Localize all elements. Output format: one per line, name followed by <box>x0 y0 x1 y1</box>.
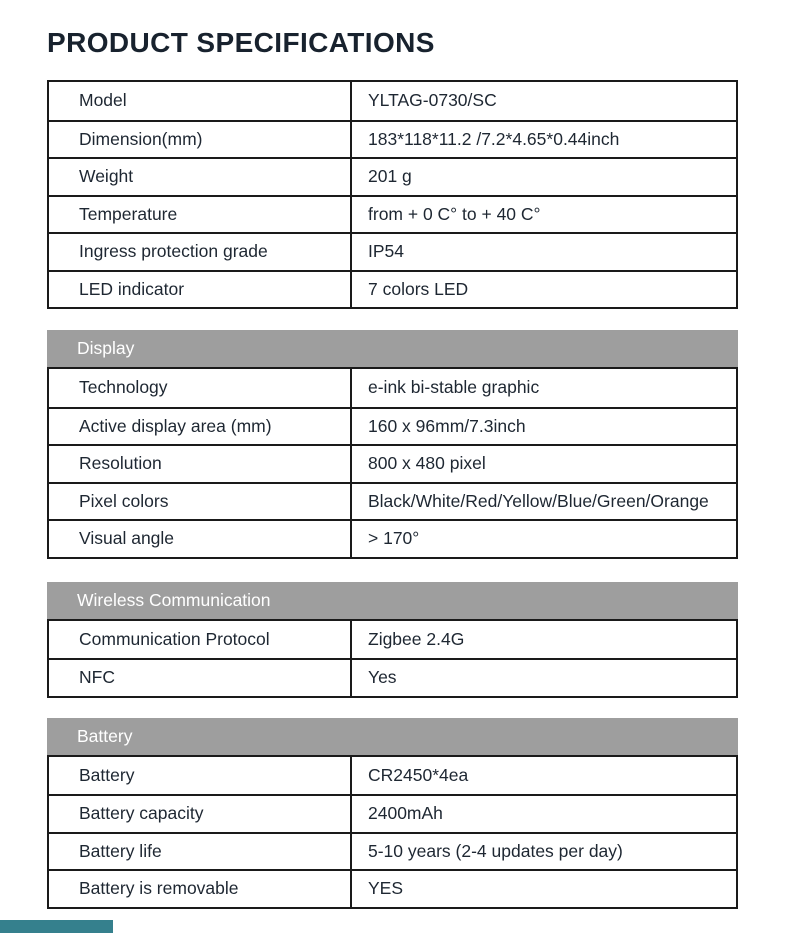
spec-rows-display <box>47 367 738 559</box>
spec-row-visual-angle <box>49 519 736 557</box>
spec-row-battery-life <box>49 832 736 870</box>
spec-value: e-ink bi-stable graphic <box>368 377 540 398</box>
spec-label: Dimension(mm) <box>49 122 352 158</box>
spec-table-general <box>47 80 738 309</box>
spec-value: 800 x 480 pixel <box>368 453 486 474</box>
spec-label: Active display area (mm) <box>49 409 352 445</box>
spec-row-battery-capacity <box>49 794 736 832</box>
spec-value: Yes <box>368 667 397 688</box>
spec-value: IP54 <box>368 241 404 262</box>
spec-value: 160 x 96mm/7.3inch <box>368 415 526 436</box>
spec-value: CR2450*4ea <box>368 764 469 785</box>
spec-value: Zigbee 2.4G <box>368 628 465 649</box>
spec-label: Resolution <box>49 446 352 482</box>
spec-rows-general <box>47 80 738 309</box>
spec-row-pixel-colors <box>49 482 736 520</box>
spec-row-resolution <box>49 444 736 482</box>
spec-row-battery-removable <box>49 869 736 907</box>
section-display <box>47 330 738 559</box>
spec-label: Pixel colors <box>49 484 352 520</box>
spec-row-communication-protocol <box>49 621 736 659</box>
spec-label: Visual angle <box>49 521 352 557</box>
spec-label: Temperature <box>49 197 352 233</box>
spec-row-weight <box>49 157 736 195</box>
spec-value: YLTAG-0730/SC <box>368 90 497 111</box>
spec-label: LED indicator <box>49 272 352 308</box>
spec-value: 5-10 years (2-4 updates per day) <box>368 840 623 861</box>
spec-label: Model <box>49 82 352 120</box>
spec-value: Black/White/Red/Yellow/Blue/Green/Orange <box>368 490 709 511</box>
spec-sheet <box>47 0 738 909</box>
section-header-battery: Battery <box>47 718 738 755</box>
spec-row-technology <box>49 369 736 407</box>
spec-row-nfc <box>49 658 736 696</box>
page-title: PRODUCT SPECIFICATIONS <box>47 27 435 58</box>
spec-label: Communication Protocol <box>49 621 352 659</box>
spec-row-led-indicator <box>49 270 736 308</box>
section-battery <box>47 718 738 909</box>
spec-rows-battery <box>47 755 738 909</box>
spec-value: YES <box>368 878 404 899</box>
spec-value: 183*118*11.2 /7.2*4.65*0.44inch <box>368 128 620 149</box>
spec-row-model <box>49 82 736 120</box>
spec-value: 2400mAh <box>368 803 443 824</box>
spec-label: Technology <box>49 369 352 407</box>
section-header-wireless-communication: Wireless Communication <box>47 582 738 619</box>
section-header-display: Display <box>47 330 738 367</box>
spec-row-battery <box>49 757 736 795</box>
spec-value: > 170° <box>368 528 420 549</box>
spec-row-ingress-protection <box>49 232 736 270</box>
spec-label: Ingress protection grade <box>49 234 352 270</box>
spec-value: from + 0 C° to + 40 C° <box>368 203 541 224</box>
spec-label: Battery capacity <box>49 796 352 832</box>
spec-label: Battery life <box>49 834 352 870</box>
footer-accent-bar <box>0 920 113 933</box>
spec-row-active-display-area <box>49 407 736 445</box>
spec-label: Battery <box>49 757 352 795</box>
spec-label: Weight <box>49 159 352 195</box>
spec-value: 7 colors LED <box>368 278 469 299</box>
section-wireless-communication <box>47 582 738 698</box>
spec-row-dimension <box>49 120 736 158</box>
spec-label: NFC <box>49 660 352 696</box>
spec-value: 201 g <box>368 166 412 187</box>
spec-label: Battery is removable <box>49 871 352 907</box>
spec-rows-wireless <box>47 619 738 698</box>
spec-row-temperature <box>49 195 736 233</box>
